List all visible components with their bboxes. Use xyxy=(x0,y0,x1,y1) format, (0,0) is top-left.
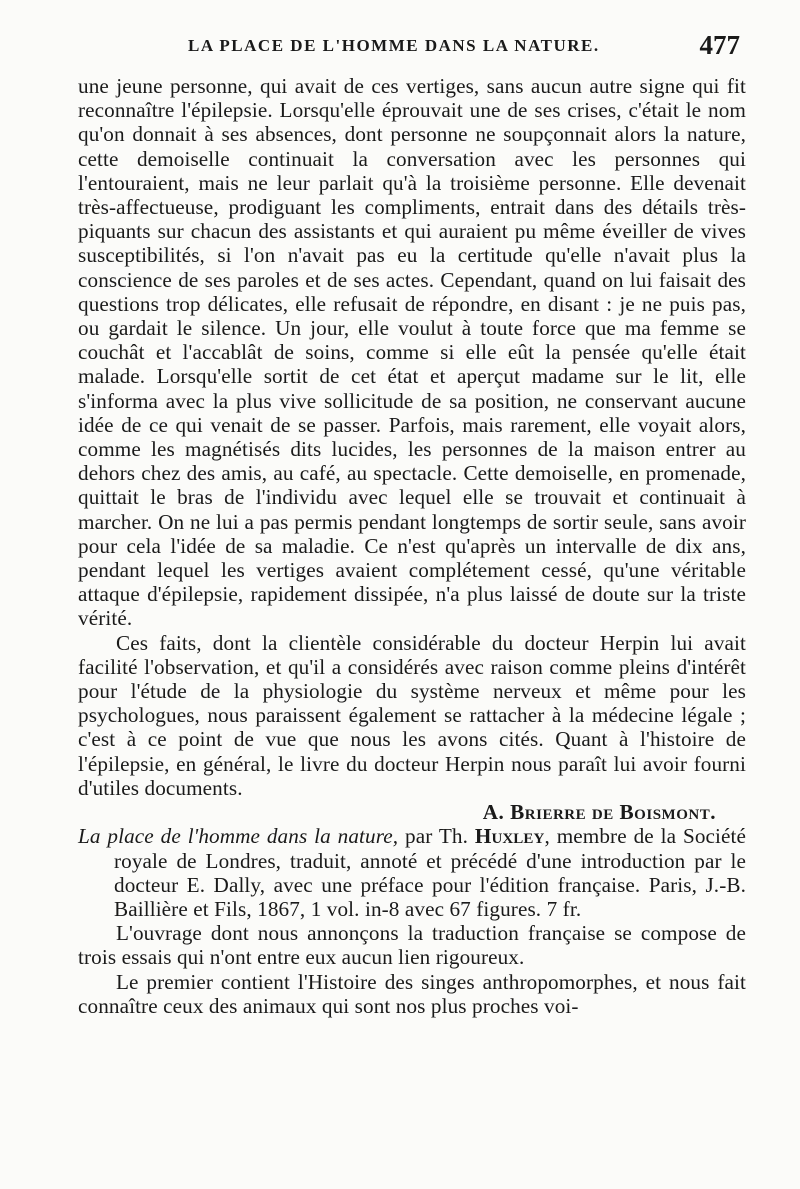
book-by: par Th. xyxy=(398,824,475,849)
review-paragraph-2: Le premier contient l'Histoire des singes anthropomorphes, et nous fait connaître ceux des animaux qui sont nos plus proches voi- xyxy=(78,969,746,1018)
running-head-title: LA PLACE DE L'HOMME DANS LA NATURE. xyxy=(188,36,600,55)
page-number: 477 xyxy=(699,30,740,60)
paragraph-conclusion: Ces faits, dont la clientèle considérable du docteur Herpin lui avait facilité l'observation, et qu'il a considérés avec raison comme pleins d'intérêt pour l'étude de la physiologie du système nerveux et même pour les psychologues, nous paraissent également se rattacher à la médecine légale ; c'est à ce point de vue que nous les avons cités. Quant à l'histoire de l'épilepsie, en général, le livre du docteur Herpin nous paraît lui avoir fourni d'utiles documents. xyxy=(78,630,746,800)
bibliographic-entry xyxy=(78,824,746,921)
author-signature: A. Brierre de Boismont. xyxy=(482,800,716,825)
book-author: Huxley xyxy=(474,824,545,849)
book-details: , membre de la Société royale de Londres, traduit, annoté et précédé d'une introduction par le docteur E. Dally, avec une préface pour l'édition française. Paris, J.-B. Baillière et Fils, 1867, 1 vol. in-8 avec 67 figures. 7 fr. xyxy=(114,824,747,921)
paragraph-case-report: une jeune personne, qui avait de ces vertiges, sans aucun autre signe qui fit reconnaître l'épilepsie. Lorsqu'elle éprouvait une de ses crises, c'était le nom qu'on donnait à ses absences, dont personne ne soupçonnait alors la nature, cette demoiselle continuait la conversation avec les personnes qui l'entouraient, mais ne leur parlait qu'à la troisième personne. Elle devenait très-affectueuse, prodiguant les compliments, entrait dans des détails très-piquants sur chacun des assistants et qui auraient pu même éveiller de vives susceptibilités, si l'on n'avait pas eu la certitude qu'elle n'avait plus la conscience de ses paroles et de ses actes. Cependant, quand on lui faisait des questions trop délicates, elle refusait de répondre, en disant : je ne puis pas, ou gardait le silence. Un jour, elle voulut à toute force que ma femme se couchât et l'accablât de soins, comme si elle eût la pensée qu'elle était malade. Lorsqu'elle sortit de cet état et aperçut madame sur le lit, elle s'informa avec la plus vive sollicitude de sa position, ne conservant aucune idée de ce qui venait de se passer. Parfois, mais rarement, elle voyait alors, comme les magnétisés dits lucides, les personnes de la maison entrer au dehors chez des amis, au café, au spectacle. Cette demoiselle, en promenade, quittait le bras de l'individu avec lequel elle se trouvait et continuait à marcher. On ne lui a pas permis pendant longtemps de sortir seule, sans avoir pour cela l'idée de sa maladie. Ce n'est qu'après un intervalle de dix ans, pendant lequel les vertiges avaient complétement cessé, qu'une véritable attaque d'épilepsie, rapidement dissipée, n'a plus laissé de doute sur la triste vérité. xyxy=(78,74,746,631)
running-head xyxy=(70,28,740,68)
book-title: La place de l'homme dans la nature, xyxy=(78,824,399,849)
body-text xyxy=(78,74,746,1018)
review-paragraph-1: L'ouvrage dont nous annonçons la traduction française se compose de trois essais qui n'ont entre eux aucun lien rigoureux. xyxy=(78,921,746,970)
